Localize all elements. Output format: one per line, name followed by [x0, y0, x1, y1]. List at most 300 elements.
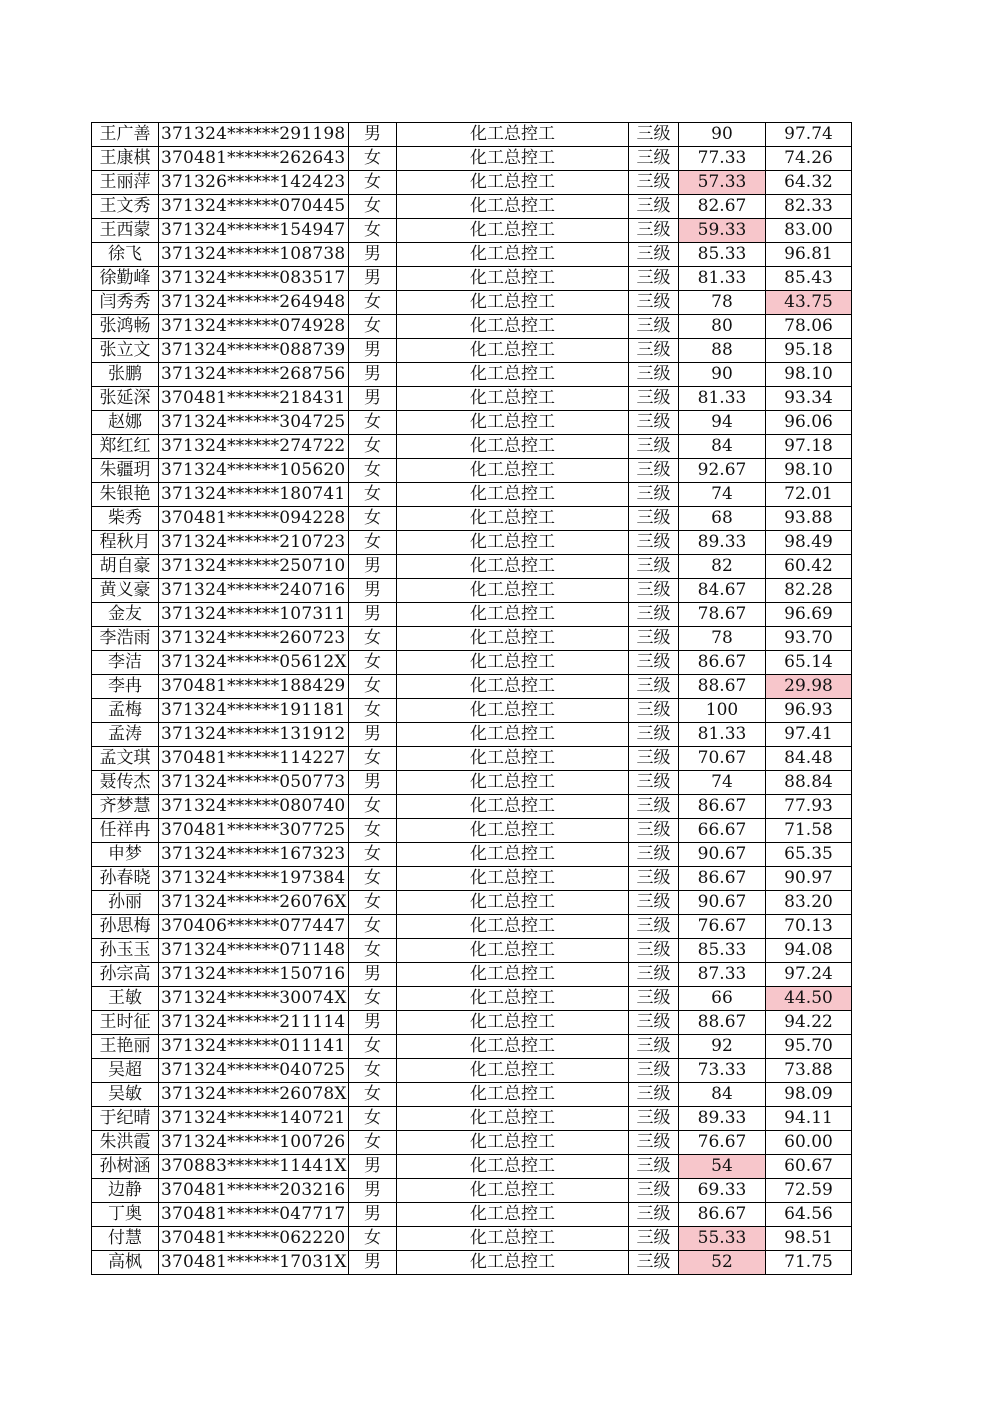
- gender-cell: 女: [349, 459, 397, 483]
- id-number-cell: 371324******083517: [159, 267, 349, 291]
- theory-score-cell: 90: [679, 363, 766, 387]
- table-row: [92, 531, 852, 555]
- level-cell: 三级: [629, 723, 679, 747]
- table-row: [92, 891, 852, 915]
- table-row: [92, 195, 852, 219]
- practical-score-cell: 29.98: [766, 675, 852, 699]
- gender-cell: 男: [349, 771, 397, 795]
- level-cell: 三级: [629, 531, 679, 555]
- occupation-cell: 化工总控工: [397, 627, 629, 651]
- occupation-cell: 化工总控工: [397, 867, 629, 891]
- id-number-cell: 370481******17031X: [159, 1251, 349, 1275]
- occupation-cell: 化工总控工: [397, 315, 629, 339]
- theory-score-cell: 57.33: [679, 171, 766, 195]
- theory-score-cell: 90.67: [679, 843, 766, 867]
- id-number-cell: 371324******26078X: [159, 1083, 349, 1107]
- level-cell: 三级: [629, 1251, 679, 1275]
- level-cell: 三级: [629, 1227, 679, 1251]
- level-cell: 三级: [629, 195, 679, 219]
- level-cell: 三级: [629, 795, 679, 819]
- level-cell: 三级: [629, 411, 679, 435]
- practical-score-cell: 71.75: [766, 1251, 852, 1275]
- practical-score-cell: 96.81: [766, 243, 852, 267]
- gender-cell: 女: [349, 483, 397, 507]
- level-cell: 三级: [629, 867, 679, 891]
- theory-score-cell: 84.67: [679, 579, 766, 603]
- name-cell: 边静: [92, 1179, 159, 1203]
- theory-score-cell: 81.33: [679, 723, 766, 747]
- gender-cell: 女: [349, 747, 397, 771]
- theory-score-cell: 69.33: [679, 1179, 766, 1203]
- occupation-cell: 化工总控工: [397, 507, 629, 531]
- theory-score-cell: 86.67: [679, 651, 766, 675]
- name-cell: 丁奥: [92, 1203, 159, 1227]
- gender-cell: 女: [349, 1059, 397, 1083]
- practical-score-cell: 44.50: [766, 987, 852, 1011]
- occupation-cell: 化工总控工: [397, 987, 629, 1011]
- gender-cell: 女: [349, 195, 397, 219]
- occupation-cell: 化工总控工: [397, 123, 629, 147]
- occupation-cell: 化工总控工: [397, 387, 629, 411]
- id-number-cell: 371324******264948: [159, 291, 349, 315]
- gender-cell: 男: [349, 1179, 397, 1203]
- level-cell: 三级: [629, 603, 679, 627]
- id-number-cell: 371324******070445: [159, 195, 349, 219]
- id-number-cell: 371324******071148: [159, 939, 349, 963]
- level-cell: 三级: [629, 843, 679, 867]
- occupation-cell: 化工总控工: [397, 219, 629, 243]
- occupation-cell: 化工总控工: [397, 675, 629, 699]
- gender-cell: 女: [349, 315, 397, 339]
- name-cell: 徐勤峰: [92, 267, 159, 291]
- table-row: [92, 843, 852, 867]
- practical-score-cell: 90.97: [766, 867, 852, 891]
- theory-score-cell: 76.67: [679, 915, 766, 939]
- occupation-cell: 化工总控工: [397, 1203, 629, 1227]
- table-row: [92, 795, 852, 819]
- name-cell: 朱洪霞: [92, 1131, 159, 1155]
- theory-score-cell: 87.33: [679, 963, 766, 987]
- table-row: [92, 747, 852, 771]
- id-number-cell: 371324******040725: [159, 1059, 349, 1083]
- occupation-cell: 化工总控工: [397, 1035, 629, 1059]
- practical-score-cell: 96.69: [766, 603, 852, 627]
- name-cell: 聂传杰: [92, 771, 159, 795]
- theory-score-cell: 77.33: [679, 147, 766, 171]
- table-row: [92, 1227, 852, 1251]
- table-row: [92, 243, 852, 267]
- theory-score-cell: 52: [679, 1251, 766, 1275]
- name-cell: 金友: [92, 603, 159, 627]
- table-row: [92, 1179, 852, 1203]
- practical-score-cell: 64.56: [766, 1203, 852, 1227]
- occupation-cell: 化工总控工: [397, 651, 629, 675]
- id-number-cell: 371324******240716: [159, 579, 349, 603]
- level-cell: 三级: [629, 1179, 679, 1203]
- theory-score-cell: 100: [679, 699, 766, 723]
- theory-score-cell: 68: [679, 507, 766, 531]
- gender-cell: 男: [349, 363, 397, 387]
- theory-score-cell: 70.67: [679, 747, 766, 771]
- level-cell: 三级: [629, 699, 679, 723]
- practical-score-cell: 98.10: [766, 459, 852, 483]
- level-cell: 三级: [629, 363, 679, 387]
- id-number-cell: 370481******218431: [159, 387, 349, 411]
- occupation-cell: 化工总控工: [397, 699, 629, 723]
- practical-score-cell: 93.70: [766, 627, 852, 651]
- gender-cell: 女: [349, 915, 397, 939]
- name-cell: 赵娜: [92, 411, 159, 435]
- practical-score-cell: 98.10: [766, 363, 852, 387]
- theory-score-cell: 84: [679, 435, 766, 459]
- occupation-cell: 化工总控工: [397, 579, 629, 603]
- name-cell: 齐梦慧: [92, 795, 159, 819]
- occupation-cell: 化工总控工: [397, 243, 629, 267]
- id-number-cell: 371324******250710: [159, 555, 349, 579]
- name-cell: 孟文琪: [92, 747, 159, 771]
- occupation-cell: 化工总控工: [397, 459, 629, 483]
- id-number-cell: 371324******150716: [159, 963, 349, 987]
- gender-cell: 女: [349, 507, 397, 531]
- name-cell: 申梦: [92, 843, 159, 867]
- practical-score-cell: 98.49: [766, 531, 852, 555]
- practical-score-cell: 93.34: [766, 387, 852, 411]
- theory-score-cell: 55.33: [679, 1227, 766, 1251]
- name-cell: 朱银艳: [92, 483, 159, 507]
- gender-cell: 男: [349, 1251, 397, 1275]
- level-cell: 三级: [629, 1083, 679, 1107]
- occupation-cell: 化工总控工: [397, 747, 629, 771]
- name-cell: 孙玉玉: [92, 939, 159, 963]
- level-cell: 三级: [629, 675, 679, 699]
- name-cell: 郑红红: [92, 435, 159, 459]
- table-row: [92, 651, 852, 675]
- name-cell: 王文秀: [92, 195, 159, 219]
- theory-score-cell: 84: [679, 1083, 766, 1107]
- gender-cell: 男: [349, 555, 397, 579]
- table-row: [92, 699, 852, 723]
- id-number-cell: 371324******105620: [159, 459, 349, 483]
- table-row: [92, 1035, 852, 1059]
- id-number-cell: 370481******262643: [159, 147, 349, 171]
- level-cell: 三级: [629, 435, 679, 459]
- occupation-cell: 化工总控工: [397, 411, 629, 435]
- theory-score-cell: 85.33: [679, 939, 766, 963]
- name-cell: 吴敏: [92, 1083, 159, 1107]
- name-cell: 王艳丽: [92, 1035, 159, 1059]
- id-number-cell: 371324******05612X: [159, 651, 349, 675]
- theory-score-cell: 74: [679, 771, 766, 795]
- table-row: [92, 123, 852, 147]
- table-row: [92, 1107, 852, 1131]
- theory-score-cell: 90: [679, 123, 766, 147]
- gender-cell: 女: [349, 867, 397, 891]
- theory-score-cell: 66.67: [679, 819, 766, 843]
- name-cell: 王西蒙: [92, 219, 159, 243]
- table-row: [92, 411, 852, 435]
- id-number-cell: 370481******188429: [159, 675, 349, 699]
- id-number-cell: 371324******050773: [159, 771, 349, 795]
- gender-cell: 男: [349, 1155, 397, 1179]
- name-cell: 付慧: [92, 1227, 159, 1251]
- theory-score-cell: 66: [679, 987, 766, 1011]
- name-cell: 高枫: [92, 1251, 159, 1275]
- gender-cell: 男: [349, 723, 397, 747]
- occupation-cell: 化工总控工: [397, 1059, 629, 1083]
- level-cell: 三级: [629, 387, 679, 411]
- occupation-cell: 化工总控工: [397, 267, 629, 291]
- table-row: [92, 1155, 852, 1179]
- gender-cell: 男: [349, 603, 397, 627]
- gender-cell: 女: [349, 219, 397, 243]
- name-cell: 王康棋: [92, 147, 159, 171]
- id-number-cell: 371324******210723: [159, 531, 349, 555]
- name-cell: 任祥冉: [92, 819, 159, 843]
- table-row: [92, 1131, 852, 1155]
- practical-score-cell: 98.51: [766, 1227, 852, 1251]
- name-cell: 孙春晓: [92, 867, 159, 891]
- level-cell: 三级: [629, 987, 679, 1011]
- practical-score-cell: 65.14: [766, 651, 852, 675]
- practical-score-cell: 83.20: [766, 891, 852, 915]
- id-number-cell: 371324******140721: [159, 1107, 349, 1131]
- name-cell: 张鸿畅: [92, 315, 159, 339]
- practical-score-cell: 71.58: [766, 819, 852, 843]
- table-row: [92, 867, 852, 891]
- level-cell: 三级: [629, 147, 679, 171]
- id-number-cell: 371324******260723: [159, 627, 349, 651]
- table-row: [92, 1011, 852, 1035]
- gender-cell: 女: [349, 291, 397, 315]
- theory-score-cell: 89.33: [679, 1107, 766, 1131]
- name-cell: 李洁: [92, 651, 159, 675]
- id-number-cell: 371324******080740: [159, 795, 349, 819]
- id-number-cell: 370481******307725: [159, 819, 349, 843]
- theory-score-cell: 81.33: [679, 387, 766, 411]
- name-cell: 王时征: [92, 1011, 159, 1035]
- gender-cell: 女: [349, 171, 397, 195]
- level-cell: 三级: [629, 459, 679, 483]
- id-number-cell: 371324******274722: [159, 435, 349, 459]
- level-cell: 三级: [629, 123, 679, 147]
- table-row: [92, 267, 852, 291]
- practical-score-cell: 82.28: [766, 579, 852, 603]
- id-number-cell: 371324******108738: [159, 243, 349, 267]
- level-cell: 三级: [629, 1011, 679, 1035]
- occupation-cell: 化工总控工: [397, 435, 629, 459]
- level-cell: 三级: [629, 1107, 679, 1131]
- practical-score-cell: 72.01: [766, 483, 852, 507]
- level-cell: 三级: [629, 291, 679, 315]
- table-row: [92, 363, 852, 387]
- table-row: [92, 1251, 852, 1275]
- name-cell: 柴秀: [92, 507, 159, 531]
- theory-score-cell: 78: [679, 627, 766, 651]
- practical-score-cell: 82.33: [766, 195, 852, 219]
- table-row: [92, 939, 852, 963]
- name-cell: 王广善: [92, 123, 159, 147]
- table-row: [92, 987, 852, 1011]
- table-row: [92, 507, 852, 531]
- id-number-cell: 371324******211114: [159, 1011, 349, 1035]
- practical-score-cell: 74.26: [766, 147, 852, 171]
- name-cell: 朱疆玥: [92, 459, 159, 483]
- id-number-cell: 371324******268756: [159, 363, 349, 387]
- gender-cell: 女: [349, 651, 397, 675]
- score-table: [91, 122, 852, 1275]
- name-cell: 王丽萍: [92, 171, 159, 195]
- occupation-cell: 化工总控工: [397, 963, 629, 987]
- gender-cell: 男: [349, 387, 397, 411]
- theory-score-cell: 78.67: [679, 603, 766, 627]
- practical-score-cell: 43.75: [766, 291, 852, 315]
- practical-score-cell: 85.43: [766, 267, 852, 291]
- theory-score-cell: 94: [679, 411, 766, 435]
- occupation-cell: 化工总控工: [397, 795, 629, 819]
- occupation-cell: 化工总控工: [397, 771, 629, 795]
- occupation-cell: 化工总控工: [397, 1131, 629, 1155]
- level-cell: 三级: [629, 915, 679, 939]
- level-cell: 三级: [629, 1035, 679, 1059]
- practical-score-cell: 93.88: [766, 507, 852, 531]
- id-number-cell: 370481******047717: [159, 1203, 349, 1227]
- level-cell: 三级: [629, 1059, 679, 1083]
- practical-score-cell: 97.18: [766, 435, 852, 459]
- table-row: [92, 963, 852, 987]
- level-cell: 三级: [629, 1131, 679, 1155]
- occupation-cell: 化工总控工: [397, 723, 629, 747]
- gender-cell: 男: [349, 963, 397, 987]
- theory-score-cell: 88.67: [679, 1011, 766, 1035]
- practical-score-cell: 70.13: [766, 915, 852, 939]
- gender-cell: 女: [349, 1107, 397, 1131]
- level-cell: 三级: [629, 507, 679, 531]
- name-cell: 吴超: [92, 1059, 159, 1083]
- practical-score-cell: 98.09: [766, 1083, 852, 1107]
- name-cell: 李浩雨: [92, 627, 159, 651]
- occupation-cell: 化工总控工: [397, 1227, 629, 1251]
- level-cell: 三级: [629, 1203, 679, 1227]
- theory-score-cell: 80: [679, 315, 766, 339]
- theory-score-cell: 78: [679, 291, 766, 315]
- practical-score-cell: 84.48: [766, 747, 852, 771]
- theory-score-cell: 90.67: [679, 891, 766, 915]
- name-cell: 孙树涵: [92, 1155, 159, 1179]
- occupation-cell: 化工总控工: [397, 1011, 629, 1035]
- practical-score-cell: 94.22: [766, 1011, 852, 1035]
- id-number-cell: 370883******11441X: [159, 1155, 349, 1179]
- practical-score-cell: 94.08: [766, 939, 852, 963]
- level-cell: 三级: [629, 819, 679, 843]
- id-number-cell: 370406******077447: [159, 915, 349, 939]
- gender-cell: 女: [349, 435, 397, 459]
- table-row: [92, 339, 852, 363]
- practical-score-cell: 94.11: [766, 1107, 852, 1131]
- practical-score-cell: 65.35: [766, 843, 852, 867]
- level-cell: 三级: [629, 963, 679, 987]
- level-cell: 三级: [629, 1155, 679, 1179]
- table-row: [92, 315, 852, 339]
- occupation-cell: 化工总控工: [397, 603, 629, 627]
- theory-score-cell: 92: [679, 1035, 766, 1059]
- practical-score-cell: 97.41: [766, 723, 852, 747]
- table-row: [92, 459, 852, 483]
- table-row: [92, 291, 852, 315]
- gender-cell: 男: [349, 1203, 397, 1227]
- gender-cell: 男: [349, 123, 397, 147]
- table-row: [92, 627, 852, 651]
- theory-score-cell: 76.67: [679, 1131, 766, 1155]
- table-row: [92, 147, 852, 171]
- level-cell: 三级: [629, 315, 679, 339]
- id-number-cell: 370481******094228: [159, 507, 349, 531]
- theory-score-cell: 88: [679, 339, 766, 363]
- id-number-cell: 371324******131912: [159, 723, 349, 747]
- level-cell: 三级: [629, 243, 679, 267]
- gender-cell: 女: [349, 627, 397, 651]
- level-cell: 三级: [629, 483, 679, 507]
- occupation-cell: 化工总控工: [397, 939, 629, 963]
- occupation-cell: 化工总控工: [397, 843, 629, 867]
- name-cell: 李冉: [92, 675, 159, 699]
- practical-score-cell: 78.06: [766, 315, 852, 339]
- theory-score-cell: 74: [679, 483, 766, 507]
- occupation-cell: 化工总控工: [397, 1107, 629, 1131]
- occupation-cell: 化工总控工: [397, 483, 629, 507]
- table-row: [92, 435, 852, 459]
- gender-cell: 女: [349, 699, 397, 723]
- gender-cell: 女: [349, 843, 397, 867]
- gender-cell: 女: [349, 939, 397, 963]
- table-row: [92, 603, 852, 627]
- table-row: [92, 1059, 852, 1083]
- table-row: [92, 171, 852, 195]
- practical-score-cell: 95.18: [766, 339, 852, 363]
- level-cell: 三级: [629, 219, 679, 243]
- id-number-cell: 370481******114227: [159, 747, 349, 771]
- theory-score-cell: 81.33: [679, 267, 766, 291]
- name-cell: 张延深: [92, 387, 159, 411]
- practical-score-cell: 96.93: [766, 699, 852, 723]
- theory-score-cell: 86.67: [679, 867, 766, 891]
- practical-score-cell: 77.93: [766, 795, 852, 819]
- practical-score-cell: 96.06: [766, 411, 852, 435]
- name-cell: 孟涛: [92, 723, 159, 747]
- id-number-cell: 371326******142423: [159, 171, 349, 195]
- level-cell: 三级: [629, 555, 679, 579]
- occupation-cell: 化工总控工: [397, 363, 629, 387]
- name-cell: 张鹏: [92, 363, 159, 387]
- name-cell: 孙丽: [92, 891, 159, 915]
- table-row: [92, 723, 852, 747]
- level-cell: 三级: [629, 339, 679, 363]
- table-row: [92, 819, 852, 843]
- theory-score-cell: 82: [679, 555, 766, 579]
- level-cell: 三级: [629, 627, 679, 651]
- table-row: [92, 387, 852, 411]
- gender-cell: 男: [349, 339, 397, 363]
- name-cell: 孟梅: [92, 699, 159, 723]
- theory-score-cell: 92.67: [679, 459, 766, 483]
- level-cell: 三级: [629, 939, 679, 963]
- id-number-cell: 371324******304725: [159, 411, 349, 435]
- occupation-cell: 化工总控工: [397, 555, 629, 579]
- id-number-cell: 371324******011141: [159, 1035, 349, 1059]
- table-row: [92, 675, 852, 699]
- id-number-cell: 371324******26076X: [159, 891, 349, 915]
- gender-cell: 女: [349, 987, 397, 1011]
- occupation-cell: 化工总控工: [397, 891, 629, 915]
